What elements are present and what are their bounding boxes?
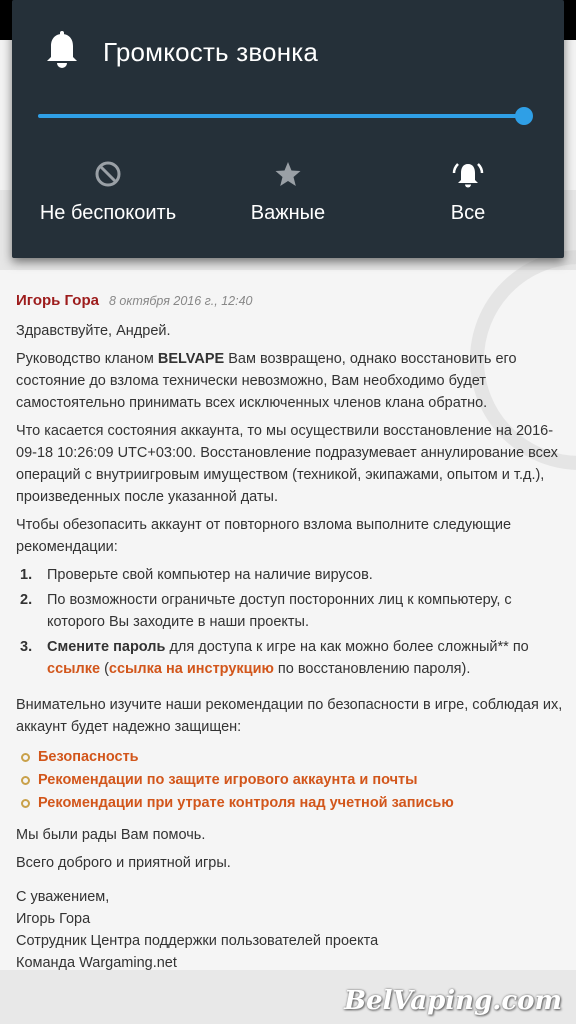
watermark: BelVaping.com bbox=[344, 986, 562, 1016]
volume-slider[interactable] bbox=[38, 114, 524, 118]
volume-slider-thumb[interactable] bbox=[515, 107, 533, 125]
ringer-volume-panel bbox=[12, 0, 564, 258]
bullet-icon bbox=[21, 799, 30, 808]
paragraph-security: Внимательно изучите наши рекомендации по безопасности в игре, соблюдая их, аккаунт будет надежно защищен: bbox=[16, 697, 563, 735]
bullet-icon bbox=[21, 776, 30, 785]
signature bbox=[16, 886, 572, 974]
clan-name: BELVAPE bbox=[157, 351, 225, 367]
mode-priority[interactable] bbox=[198, 158, 378, 225]
paragraph-recommendations: Чтобы обезопасить аккаунт от повторного взлома выполните следующие рекомендации: bbox=[16, 517, 512, 555]
item-text: По возможности ограничьте доступ посторонних лиц к компьютеру, с которого Вы заходите в наши проекты. bbox=[47, 592, 512, 630]
signature-line: Сотрудник Центра поддержки пользователей проекта bbox=[16, 933, 379, 949]
account-protection-link[interactable]: Рекомендации по защите игрового аккаунта и почты bbox=[38, 772, 418, 788]
mode-do-not-disturb[interactable] bbox=[18, 158, 198, 225]
message-header bbox=[16, 290, 572, 312]
security-links-list bbox=[16, 746, 572, 814]
paragraph-clan bbox=[16, 348, 572, 414]
list-item bbox=[16, 564, 572, 586]
support-message bbox=[16, 290, 572, 974]
lost-control-link[interactable]: Рекомендации при утрате контроля над учетной записью bbox=[38, 795, 454, 811]
security-link[interactable]: Безопасность bbox=[38, 749, 139, 765]
signature-line: С уважением, bbox=[16, 889, 110, 905]
star-icon bbox=[272, 158, 304, 190]
mode-label: Не беспокоить bbox=[39, 202, 177, 224]
bullet-icon bbox=[21, 753, 30, 762]
password-link[interactable]: ссылке bbox=[47, 661, 101, 677]
list-item bbox=[16, 792, 572, 814]
item-number: 3. bbox=[20, 639, 33, 655]
message-date: 8 октября 2016 г., 12:40 bbox=[109, 294, 253, 308]
closing-line: Мы были рады Вам помочь. bbox=[16, 827, 206, 843]
greeting: Здравствуйте, Андрей. bbox=[16, 323, 171, 339]
steps-list bbox=[16, 564, 572, 680]
bell-icon bbox=[44, 30, 80, 70]
item-text: Проверьте свой компьютер на наличие вирусов. bbox=[47, 567, 373, 583]
closing-line: Всего доброго и приятной игры. bbox=[16, 855, 231, 871]
mode-all[interactable] bbox=[378, 158, 558, 225]
item-text: ( bbox=[100, 661, 109, 677]
do-not-disturb-icon bbox=[92, 158, 124, 190]
item-number: 1. bbox=[20, 567, 33, 583]
change-password-text: Смените пароль bbox=[47, 639, 166, 655]
list-item bbox=[16, 636, 572, 680]
bell-ringing-icon bbox=[452, 158, 484, 190]
signature-line: Команда Wargaming.net bbox=[16, 955, 177, 971]
item-text: для доступа к игре на как можно более сложный** по bbox=[165, 639, 529, 655]
mode-label: Все bbox=[450, 202, 486, 224]
paragraph-text: Руководство кланом bbox=[16, 351, 158, 367]
paragraph-account: Что касается состояния аккаунта, то мы осуществили восстановление на 2016-09-18 10:26:09 UTC+03:00. Восстановление подразумевает аннулирование всех операций с внутриигровым имуществом (техникой, экипажами, опытом и т.д.), произведенных после указанной даты. bbox=[16, 423, 558, 505]
item-number: 2. bbox=[20, 592, 33, 608]
paragraph-text: Вам возвращено, однако восстановить его состояние до взлома технически невозможно, Вам необходимо будет самостоятельно принимать всех исключенных членов клана обратно. bbox=[16, 351, 517, 411]
instruction-link[interactable]: ссылка на инструкцию bbox=[108, 661, 274, 677]
signature-line: Игорь Гора bbox=[16, 911, 91, 927]
list-item bbox=[16, 769, 572, 791]
author-name[interactable]: Игорь Гора bbox=[16, 292, 99, 309]
list-item bbox=[16, 589, 572, 633]
panel-title: Громкость звонка bbox=[103, 37, 319, 67]
mode-label: Важные bbox=[250, 202, 326, 224]
list-item bbox=[16, 746, 572, 768]
item-text: по восстановлению пароля). bbox=[273, 661, 471, 677]
